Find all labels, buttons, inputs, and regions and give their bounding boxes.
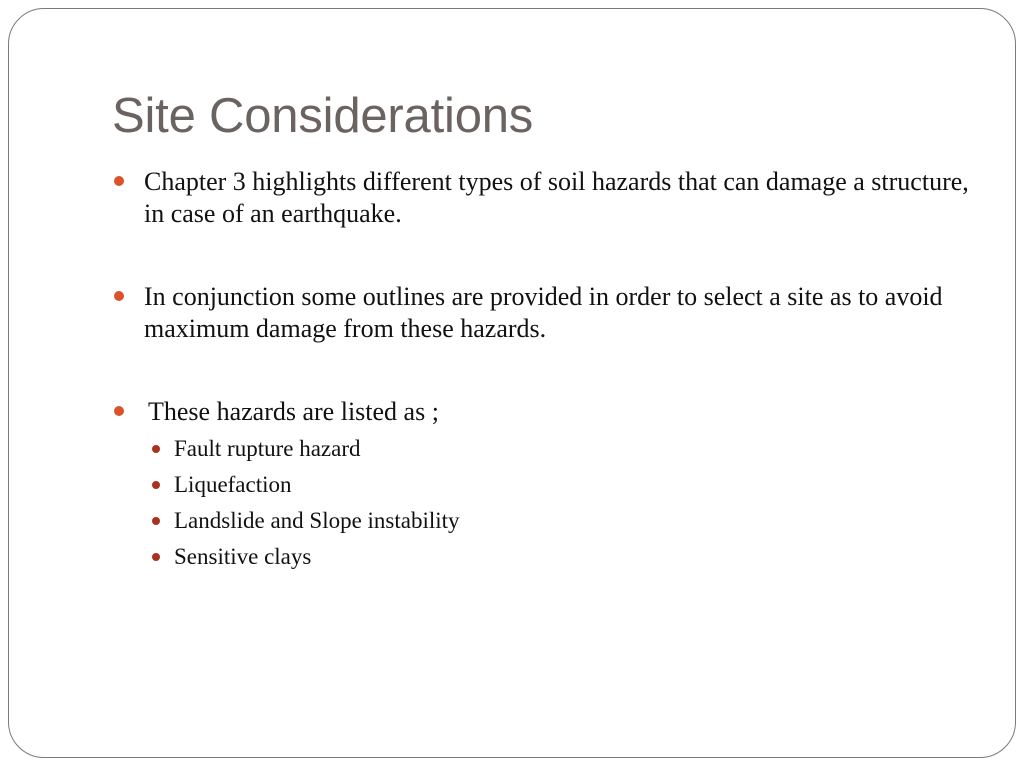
- sub-bullet-dot-icon: [152, 481, 160, 489]
- sub-bullet-text: Sensitive clays: [174, 544, 312, 569]
- slide-title: Site Considerations: [112, 89, 534, 143]
- sub-bullet-text: Landslide and Slope instability: [174, 508, 460, 533]
- sub-bullet-dot-icon: [152, 553, 160, 561]
- bullet-dot-icon: [114, 291, 124, 301]
- bullet-text: In conjunction some outlines are provided in order to select a site as to avoid maximum damage from these hazards.: [144, 282, 943, 343]
- sub-bullet-text: Liquefaction: [174, 472, 292, 497]
- sub-bullet-dot-icon: [152, 445, 160, 453]
- sub-bullet-text: Fault rupture hazard: [174, 436, 361, 461]
- bullet-dot-icon: [114, 176, 124, 186]
- sub-bullet-dot-icon: [152, 517, 160, 525]
- bullet-dot-icon: [114, 406, 124, 416]
- bullet-text: Chapter 3 highlights different types of soil hazards that can damage a structure, in case of an earthquake.: [144, 167, 969, 228]
- bullet-text: These hazards are listed as ;: [148, 397, 439, 426]
